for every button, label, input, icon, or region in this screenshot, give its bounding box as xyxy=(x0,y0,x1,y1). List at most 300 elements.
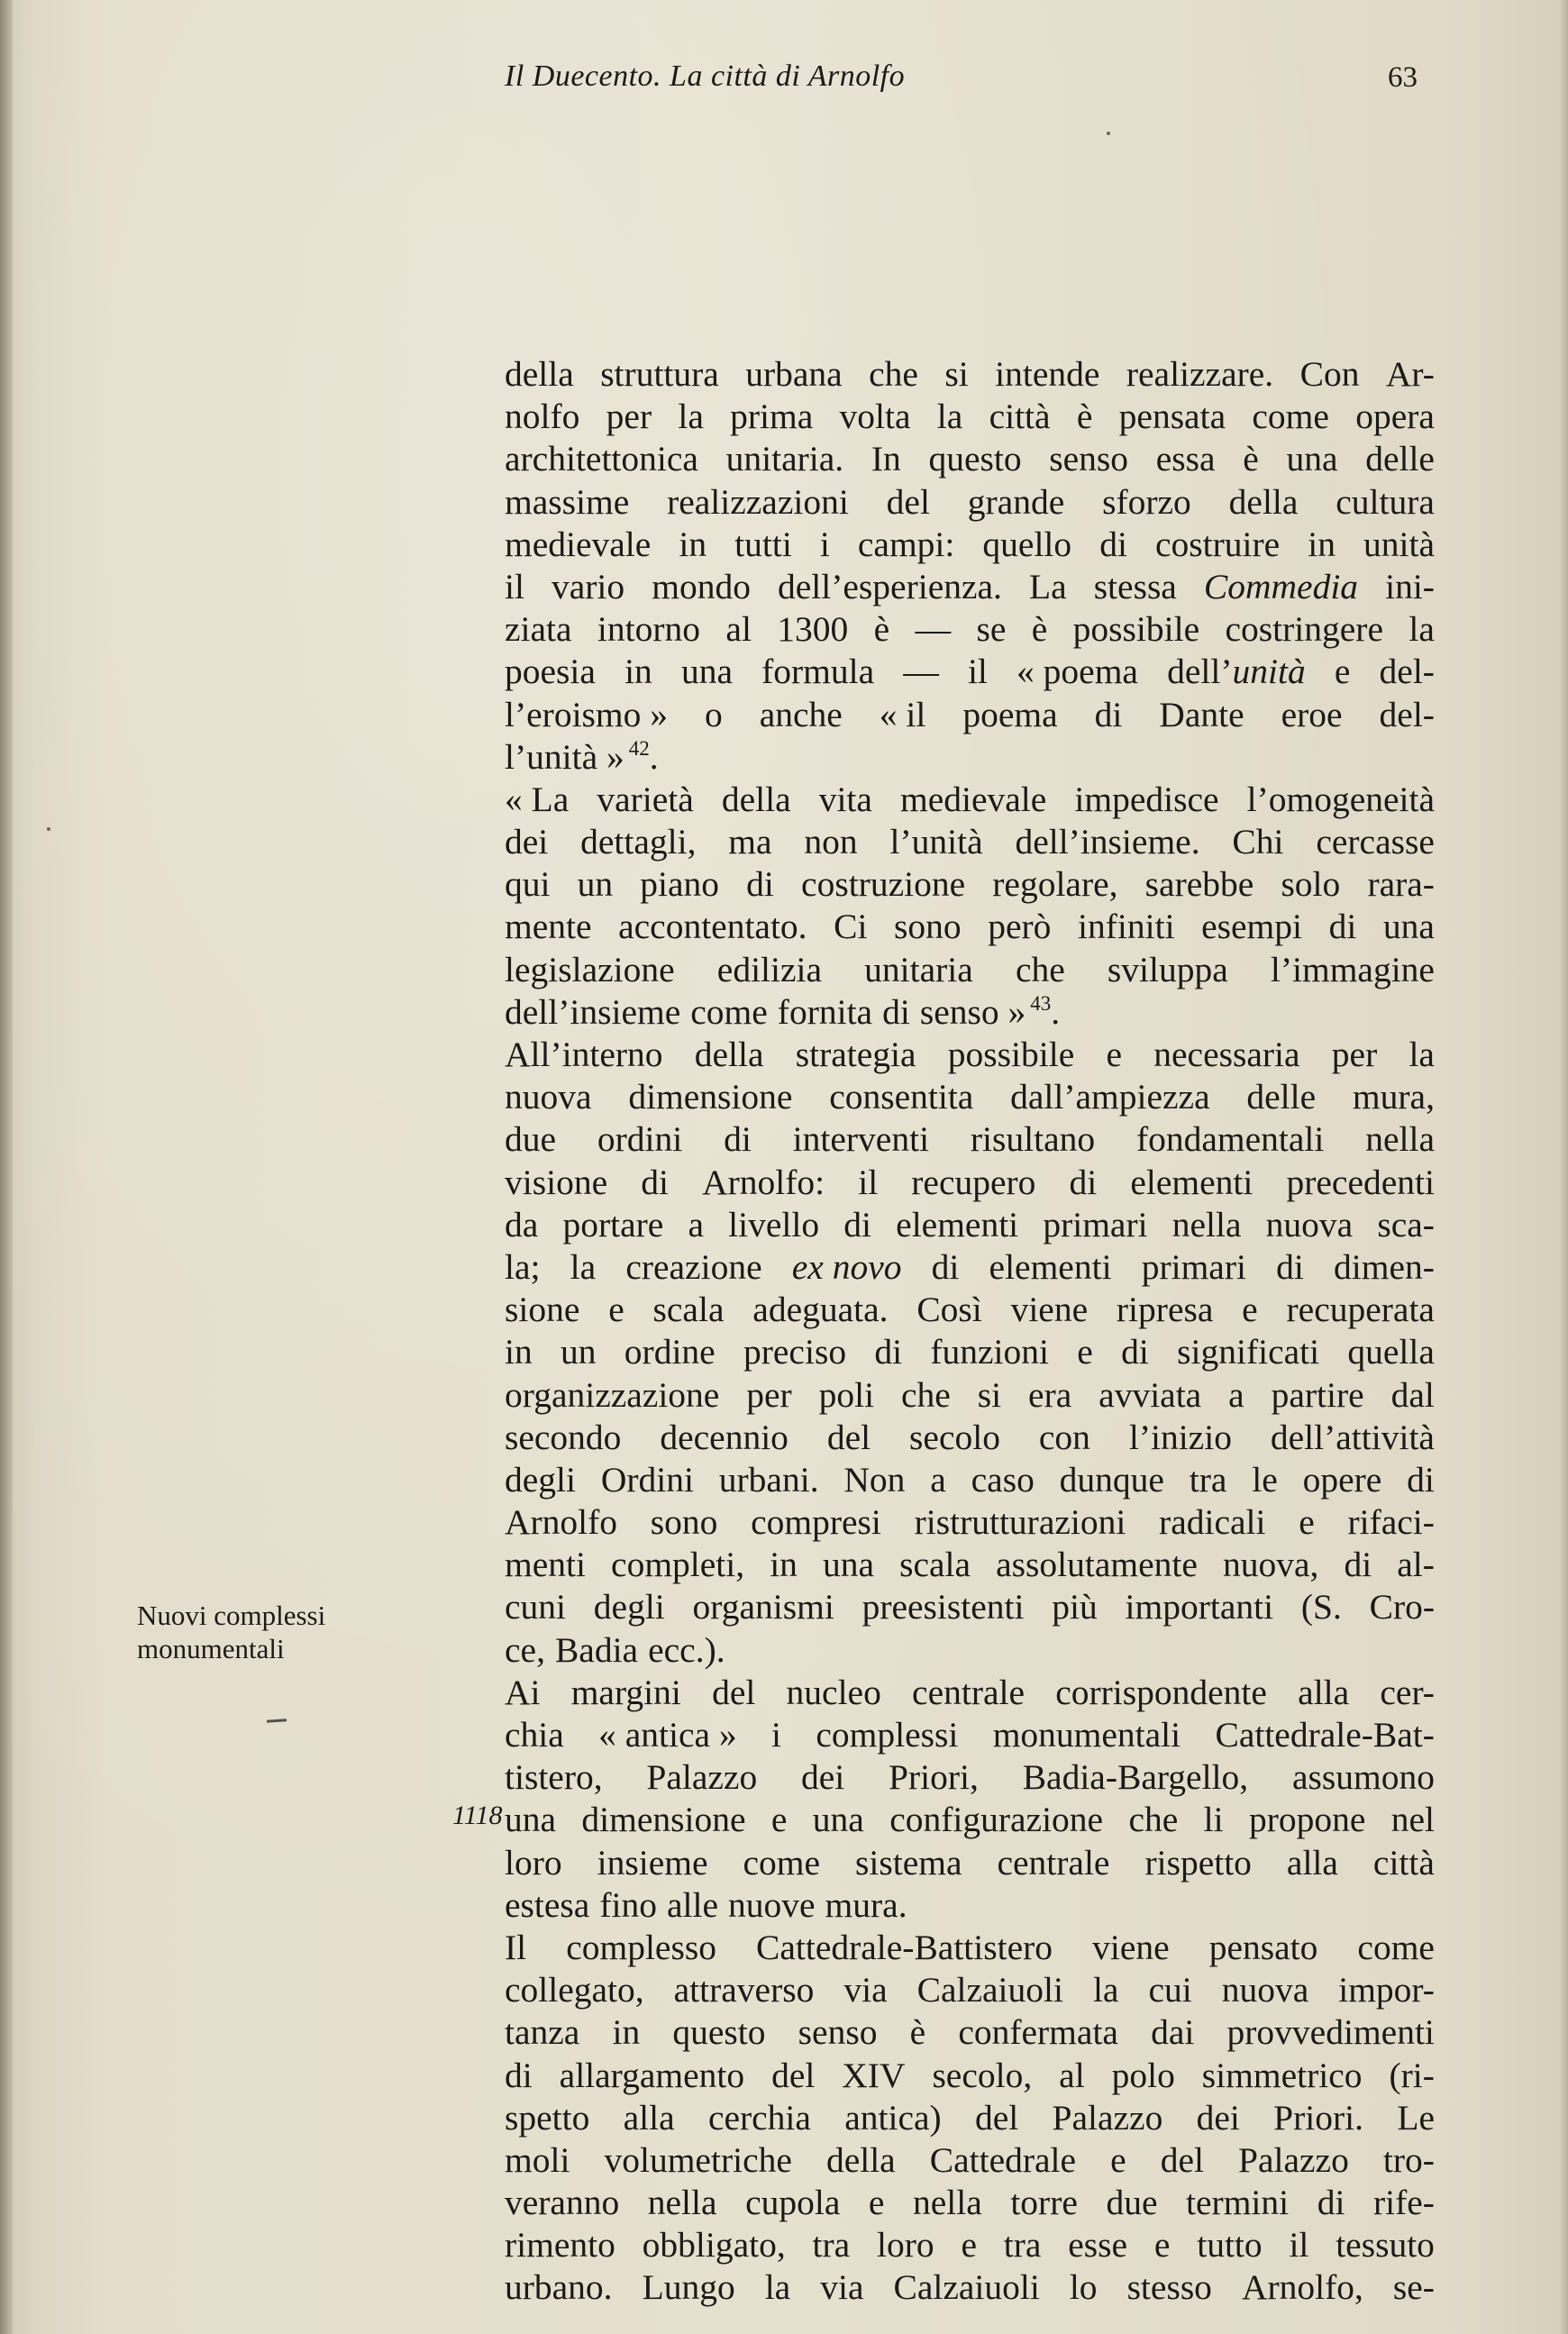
word: sono xyxy=(894,907,962,947)
word: l’omogeneità xyxy=(1246,779,1435,819)
word: esempi xyxy=(1201,907,1303,947)
word: unità xyxy=(1363,524,1435,564)
word: del xyxy=(826,1417,871,1457)
word: per xyxy=(746,1374,792,1415)
word: due xyxy=(1106,2183,1158,2223)
word: struttura xyxy=(600,354,719,394)
word: della xyxy=(825,2139,896,2180)
text-line xyxy=(505,1842,1435,1884)
word: di xyxy=(1069,1162,1098,1202)
margin-note-line: Nuovi complessi xyxy=(137,1600,326,1631)
page-gutter-shadow xyxy=(0,0,13,2334)
word: come xyxy=(690,991,768,1032)
word: costruire xyxy=(1154,524,1281,564)
word: massime xyxy=(505,481,630,522)
word: di xyxy=(1094,694,1123,734)
word: cui xyxy=(1148,1970,1192,2010)
text-line xyxy=(505,694,1435,736)
word: tanza xyxy=(505,2012,580,2053)
word: quella xyxy=(1347,1332,1435,1372)
word: dell’unità xyxy=(1167,652,1306,692)
word: ordini xyxy=(597,1119,683,1160)
word: che xyxy=(1015,949,1065,989)
word: necessaria xyxy=(1153,1035,1300,1074)
word: da xyxy=(505,1204,539,1244)
word: poli xyxy=(818,1374,875,1415)
word: antica) xyxy=(844,2097,942,2138)
word: come xyxy=(743,1842,821,1883)
word: non xyxy=(804,822,858,862)
word: Chi xyxy=(1232,822,1284,862)
word: ziata xyxy=(505,609,572,650)
word: tutti xyxy=(734,524,792,564)
text-line xyxy=(505,863,1435,906)
word: allargamento xyxy=(559,2055,745,2095)
word: per xyxy=(1331,1035,1378,1074)
word: e xyxy=(608,1290,624,1330)
word: l’unità xyxy=(889,822,983,862)
text-line xyxy=(505,481,1435,524)
text-line xyxy=(505,2224,1435,2266)
word: collegato, xyxy=(505,1970,644,2010)
word: « il xyxy=(879,694,926,734)
word: scala xyxy=(899,1545,971,1585)
word: cuni xyxy=(505,1587,567,1627)
word: possibile xyxy=(947,1035,1075,1074)
running-title: Il Duecento. La città di Arnolfo xyxy=(505,59,906,93)
word: cultura xyxy=(1336,481,1435,522)
word: e xyxy=(1110,2139,1126,2180)
word: nuove xyxy=(727,1884,816,1925)
word: fornita xyxy=(777,991,873,1032)
word: obbligato, xyxy=(642,2225,786,2266)
word: è xyxy=(1031,609,1048,650)
word: Badia xyxy=(554,1629,639,1670)
word: piano xyxy=(640,864,720,905)
word: dell’insieme. xyxy=(1015,822,1200,862)
word: completi, xyxy=(611,1545,745,1585)
word: di xyxy=(746,864,774,905)
word: i xyxy=(771,1715,782,1755)
word: di xyxy=(724,1119,752,1160)
word: pensato xyxy=(1208,1927,1318,1967)
word: dimensione xyxy=(628,1077,793,1117)
word: $^{43}$. xyxy=(1030,991,1061,1032)
word: questo xyxy=(672,2012,766,2053)
word: recuperata xyxy=(1286,1290,1435,1330)
word: impor- xyxy=(1338,1970,1435,2010)
word: rimento xyxy=(505,2225,615,2266)
word: quello xyxy=(982,524,1072,564)
word: mura. xyxy=(825,1884,907,1925)
text-line xyxy=(505,1586,1435,1628)
word: compresi xyxy=(751,1502,881,1543)
text-line xyxy=(505,949,1435,991)
word: La xyxy=(1028,566,1067,606)
text-line xyxy=(505,1034,1435,1076)
word: il xyxy=(1289,2225,1309,2266)
word: nolfo xyxy=(505,397,580,437)
text-line xyxy=(505,353,1435,396)
word: moli xyxy=(505,2139,570,2180)
word: se xyxy=(976,609,1007,650)
word: un xyxy=(577,864,614,905)
text-line xyxy=(505,1076,1435,1118)
word: (ri- xyxy=(1389,2055,1435,2095)
word: realizzazioni xyxy=(667,481,849,522)
word: due xyxy=(505,1119,557,1160)
word: torre xyxy=(1010,2183,1078,2223)
word: cupola xyxy=(745,2183,841,2223)
word: città xyxy=(1372,1842,1435,1883)
word: vita xyxy=(818,779,872,819)
word: del xyxy=(712,1672,756,1712)
word: stesso xyxy=(1126,2267,1212,2308)
word: propone xyxy=(1248,1800,1366,1840)
text-line xyxy=(505,1289,1435,1331)
word: monumentali xyxy=(992,1715,1181,1755)
text-line xyxy=(505,821,1435,863)
word: Calzaiuoli xyxy=(893,2267,1040,2308)
word: Cattedrale xyxy=(929,2139,1077,2180)
word: ma xyxy=(728,822,772,862)
margin-note-line: monumentali xyxy=(137,1633,285,1664)
word: in xyxy=(1308,524,1336,564)
word: viene xyxy=(1010,1290,1089,1330)
word: nuova xyxy=(505,1077,592,1117)
word: la xyxy=(570,1246,597,1287)
word: dai xyxy=(1151,2012,1195,2053)
word: Non xyxy=(843,1459,906,1500)
word: consentita xyxy=(829,1077,974,1117)
word: la xyxy=(936,397,963,437)
word: ecc.). xyxy=(648,1629,725,1670)
word: di xyxy=(1344,1545,1372,1585)
word: 1300 xyxy=(777,609,849,650)
word: tutto xyxy=(1197,2225,1263,2266)
word: dei xyxy=(1196,2097,1240,2138)
word: è xyxy=(909,2012,926,2053)
word: la xyxy=(678,397,704,437)
word: secolo, xyxy=(932,2055,1033,2095)
word: tra xyxy=(812,2225,851,2266)
word: regolare, xyxy=(992,864,1118,905)
word: mente xyxy=(505,907,592,947)
word: Ci xyxy=(834,907,868,947)
word: Calzaiuoli xyxy=(916,1970,1063,2010)
word: di xyxy=(882,991,910,1032)
word: Palazzo xyxy=(1238,2139,1349,2180)
word: primari xyxy=(1141,1246,1246,1287)
body-text xyxy=(505,353,1435,2310)
word: sviluppa xyxy=(1107,949,1228,989)
word: di xyxy=(1317,2183,1345,2223)
word: di xyxy=(1121,1332,1149,1372)
word: sarebbe xyxy=(1144,864,1254,905)
word: e xyxy=(1242,1290,1258,1330)
word: del- xyxy=(1379,652,1435,692)
word: una xyxy=(822,1545,875,1585)
word: ini- xyxy=(1385,566,1435,606)
word: Con xyxy=(1299,354,1360,394)
text-line xyxy=(505,1246,1435,1289)
text-line xyxy=(505,2097,1435,2139)
word: centrale xyxy=(997,1842,1110,1883)
word: tra xyxy=(1189,1459,1227,1500)
word: il xyxy=(858,1162,879,1202)
word: alla xyxy=(1298,1672,1350,1712)
text-line xyxy=(505,2011,1435,2054)
word: preesistenti xyxy=(861,1587,1025,1627)
word: che xyxy=(1128,1800,1179,1840)
word: dell’esperienza. xyxy=(778,566,1002,606)
word: medievale xyxy=(900,779,1047,819)
word: dall’ampiezza xyxy=(1010,1077,1210,1117)
word: sforzo xyxy=(1102,481,1191,522)
word: complesso xyxy=(566,1927,716,1967)
word: Dante xyxy=(1159,694,1244,734)
word: nucleo xyxy=(786,1672,881,1712)
paper-speck xyxy=(47,827,50,831)
word: accontentato. xyxy=(618,907,807,947)
word: loro xyxy=(877,2225,934,2266)
text-line xyxy=(505,1417,1435,1459)
word: e xyxy=(1299,1502,1315,1543)
word: al- xyxy=(1397,1545,1435,1585)
word: si xyxy=(944,354,969,394)
word: infiniti xyxy=(1078,907,1175,947)
word: di xyxy=(843,1204,871,1244)
word: elementi xyxy=(989,1246,1112,1287)
word: decennio xyxy=(660,1417,789,1457)
word: formula xyxy=(761,652,875,692)
word: la xyxy=(1408,1035,1435,1074)
word: preciso xyxy=(743,1332,847,1372)
word: « poema xyxy=(1016,652,1138,692)
word: che xyxy=(869,354,918,394)
word: centrale xyxy=(912,1672,1026,1712)
word: prima xyxy=(730,397,814,437)
word: unitaria. xyxy=(725,439,844,479)
word: avviata xyxy=(1099,1374,1202,1415)
word: organismi xyxy=(692,1587,834,1627)
word: visione xyxy=(505,1162,608,1202)
word: Commedia xyxy=(1203,566,1359,606)
word: e xyxy=(961,2225,977,2266)
word: e xyxy=(1077,1332,1093,1372)
word: dei xyxy=(801,1757,845,1798)
word: Palazzo xyxy=(646,1757,758,1798)
word: di xyxy=(505,2055,533,2095)
page-edge xyxy=(1559,0,1568,2334)
word: della xyxy=(694,1035,764,1074)
word: e xyxy=(1153,2225,1171,2266)
text-line xyxy=(505,1374,1435,1417)
word: intende xyxy=(995,354,1100,394)
word: nuova, xyxy=(1222,1545,1319,1585)
word: alle xyxy=(666,1884,718,1925)
word: rara- xyxy=(1367,864,1435,905)
word: provvedimenti xyxy=(1226,2012,1435,2053)
word: dal xyxy=(1390,1374,1435,1415)
text-line xyxy=(505,906,1435,948)
word: anche xyxy=(759,694,843,734)
word: assumono xyxy=(1291,1757,1435,1798)
word: menti xyxy=(505,1545,586,1585)
word: ordine xyxy=(624,1332,716,1372)
word: Lungo xyxy=(642,2267,735,2308)
word: nella xyxy=(647,2183,717,2223)
text-line xyxy=(505,1629,1435,1672)
word: e xyxy=(868,2183,885,2223)
word: vario xyxy=(552,566,625,606)
word: e xyxy=(770,1800,788,1840)
word: Il xyxy=(505,1927,527,1967)
word: una xyxy=(1382,907,1435,947)
word: esse xyxy=(1068,2225,1128,2266)
word: Priori, xyxy=(889,1757,979,1798)
word: cercasse xyxy=(1316,822,1435,862)
word: l’immagine xyxy=(1270,949,1435,989)
word: che xyxy=(901,1374,951,1415)
margin-reference-number: 1118 xyxy=(452,1801,503,1830)
word: la xyxy=(1408,609,1435,650)
word: Ordini xyxy=(600,1459,694,1500)
word: città xyxy=(989,397,1051,437)
word: l’inizio xyxy=(1128,1417,1232,1457)
word: delle xyxy=(1365,439,1435,479)
word: secondo xyxy=(505,1417,622,1457)
word: polo xyxy=(1111,2055,1175,2095)
text-line xyxy=(505,1969,1435,2011)
word: di xyxy=(1099,524,1127,564)
word: al xyxy=(1059,2055,1085,2095)
text-line xyxy=(505,651,1435,693)
word: livello xyxy=(728,1204,820,1244)
word: come xyxy=(1357,1927,1435,1967)
word: una xyxy=(505,1800,557,1840)
word: Ai xyxy=(505,1672,541,1712)
margin-note xyxy=(137,1599,325,1665)
word: della xyxy=(721,779,791,819)
word: importanti xyxy=(1125,1587,1274,1627)
word: delle xyxy=(1246,1077,1317,1117)
word: di xyxy=(641,1162,669,1202)
word: alla xyxy=(623,2097,675,2138)
word: essa xyxy=(1155,439,1216,479)
word: scala xyxy=(652,1290,725,1330)
word: sono xyxy=(650,1502,718,1543)
text-line xyxy=(505,1162,1435,1204)
word: degli xyxy=(593,1587,665,1627)
text-line xyxy=(505,1331,1435,1373)
text-line xyxy=(505,779,1435,821)
word: viene xyxy=(1092,1927,1170,1967)
word: di xyxy=(1328,907,1357,947)
word: del xyxy=(771,2055,816,2095)
word: Badia-Bargello, xyxy=(1022,1757,1249,1798)
word: grande xyxy=(967,481,1065,522)
word: nella xyxy=(1365,1119,1435,1160)
word: corrispondente xyxy=(1055,1672,1267,1712)
word: realizzare. xyxy=(1126,354,1274,394)
word: caso xyxy=(971,1459,1035,1500)
word: tistero, xyxy=(505,1757,603,1798)
word: era xyxy=(1028,1374,1072,1415)
word: loro xyxy=(505,1842,562,1883)
word: dettagli, xyxy=(580,822,697,862)
word: margini xyxy=(570,1672,681,1712)
word: ex novo xyxy=(791,1246,902,1287)
word: confermata xyxy=(958,2012,1118,2053)
word: una xyxy=(812,1800,864,1840)
word: l’unità » xyxy=(505,736,624,777)
word: architettonica xyxy=(505,439,698,479)
word: opere xyxy=(1302,1459,1382,1500)
word: Arnolfo xyxy=(505,1502,618,1543)
word: spetto xyxy=(505,2097,590,2138)
word: tessuto xyxy=(1336,2225,1435,2266)
text-line xyxy=(505,438,1435,480)
word: alla xyxy=(1286,1842,1338,1883)
word: lo xyxy=(1069,2267,1098,2308)
text-line xyxy=(505,2055,1435,2097)
word: intorno xyxy=(597,609,701,650)
word: tra xyxy=(1003,2225,1042,2266)
word: sistema xyxy=(855,1842,962,1883)
word: elementi xyxy=(896,1204,1019,1244)
word: — xyxy=(915,609,952,650)
pencil-mark xyxy=(267,1719,287,1723)
word: ripresa xyxy=(1116,1290,1214,1330)
word: senso xyxy=(1049,439,1129,479)
word: varietà xyxy=(597,779,694,819)
word: il xyxy=(967,652,988,692)
word: dunque xyxy=(1059,1459,1164,1500)
word: All’interno xyxy=(505,1035,663,1074)
word: « antica » xyxy=(598,1715,737,1755)
word: i xyxy=(819,524,830,564)
word: in xyxy=(612,2012,641,2053)
word: senso xyxy=(798,2012,878,2053)
text-line xyxy=(505,1884,1435,1927)
word: strategia xyxy=(795,1035,916,1074)
word: rife- xyxy=(1372,2183,1435,2223)
word: a xyxy=(930,1459,946,1500)
word: — xyxy=(903,652,939,692)
word: organizzazione xyxy=(505,1374,720,1415)
word: Così xyxy=(916,1290,982,1330)
word: funzioni xyxy=(930,1332,1050,1372)
word: il xyxy=(505,566,524,606)
word: qui xyxy=(505,864,551,905)
text-line xyxy=(505,1501,1435,1544)
text-line xyxy=(505,1756,1435,1799)
word: possibile xyxy=(1072,609,1200,650)
word: ristrutturazioni xyxy=(914,1502,1126,1543)
word: senso » xyxy=(919,991,1026,1032)
word: dell’insieme xyxy=(505,991,681,1032)
word: con xyxy=(1038,1417,1090,1457)
word: precedenti xyxy=(1286,1162,1435,1202)
word: Cattedrale-Battistero xyxy=(756,1927,1053,1967)
text-line xyxy=(505,1204,1435,1246)
word: degli xyxy=(505,1459,576,1500)
word: del xyxy=(886,481,930,522)
word: è xyxy=(1243,439,1259,479)
text-line xyxy=(505,2266,1435,2309)
word: mura, xyxy=(1352,1077,1435,1117)
